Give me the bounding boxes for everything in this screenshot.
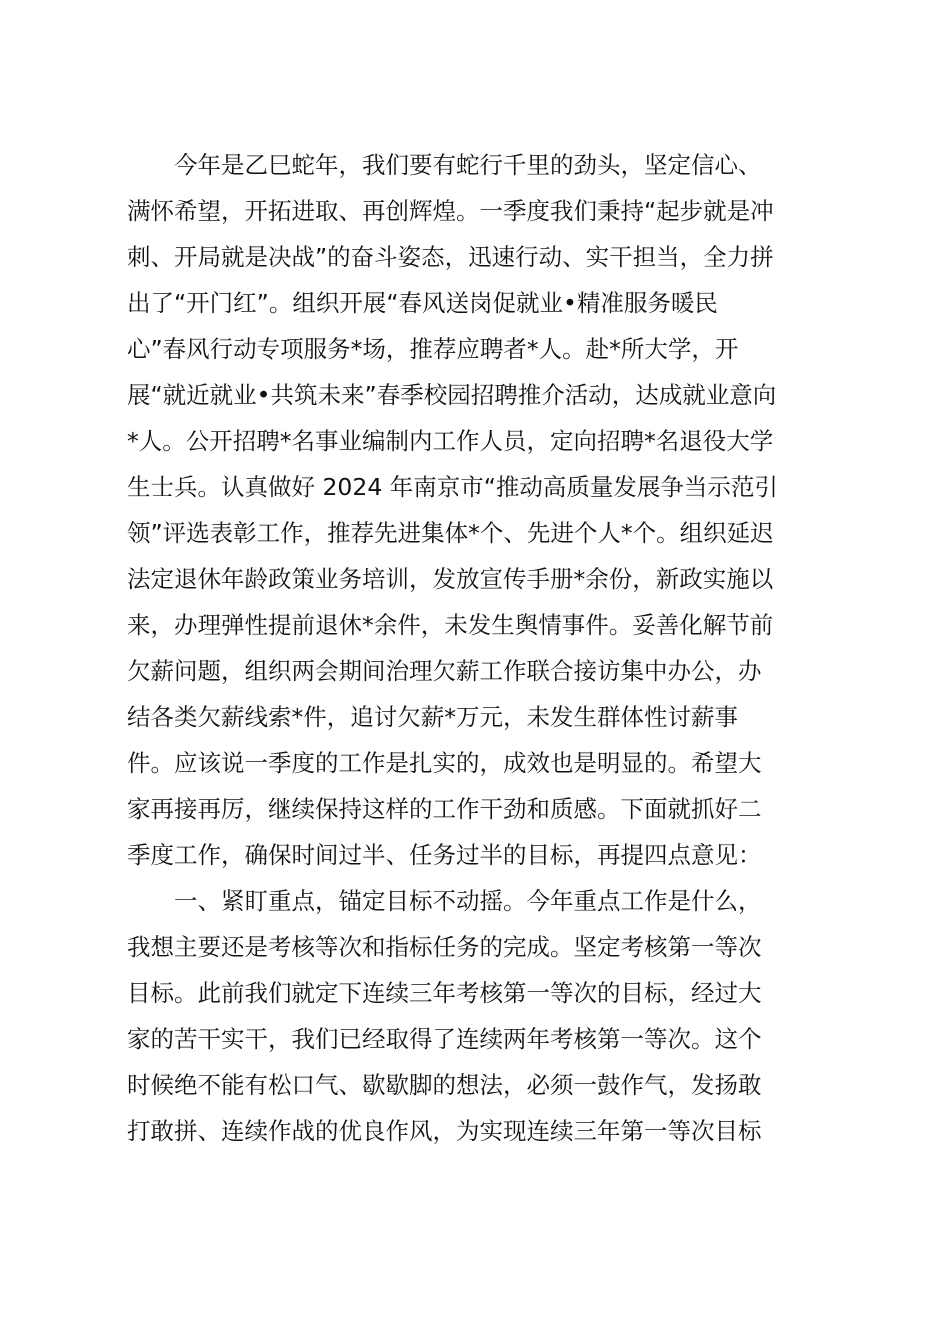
text-line-14: 件。应该说一季度的工作是扎实的，成效也是明显的。希望大 <box>127 749 762 777</box>
text-line-5: 心”春风行动专项服务*场，推荐应聘者*人。赴*所大学，开 <box>127 335 739 363</box>
text-line-6: 展“就近就业•共筑未来”春季校园招聘推介活动，达成就业意向 <box>127 381 777 409</box>
text-line-12: 欠薪问题，组织两会期间治理欠薪工作联合接访集中办公，办 <box>127 657 762 685</box>
text-line-13: 结各类欠薪线索*件，追讨欠薪*万元，未发生群体性讨薪事 <box>127 703 738 731</box>
text-line-2: 满怀希望，开拓进取、再创辉煌。一季度我们秉持“起步就是冲 <box>127 197 774 225</box>
text-line-15: 家再接再厉，继续保持这样的工作干劲和质感。下面就抓好二 <box>127 795 762 823</box>
text-line-3: 刺、开局就是决战”的奋斗姿态，迅速行动、实干担当，全力拼 <box>127 243 774 271</box>
text-line-8: 生士兵。认真做好 2024 年南京市“推动高质量发展争当示范引 <box>127 473 778 501</box>
text-line-10: 法定退休年龄政策业务培训，发放宣传手册*余份，新政实施以 <box>127 565 774 593</box>
text-line-19: 目标。此前我们就定下连续三年考核第一等次的目标，经过大 <box>127 979 762 1007</box>
text-line-22: 打敢拼、连续作战的优良作风，为实现连续三年第一等次目标 <box>127 1117 762 1145</box>
text-line-9: 领”评选表彰工作，推荐先进集体*个、先进个人*个。组织延迟 <box>127 519 774 547</box>
text-line-21: 时候绝不能有松口气、歇歇脚的想法，必须一鼓作气，发扬敢 <box>127 1071 762 1099</box>
text-line-16: 季度工作，确保时间过半、任务过半的目标，再提四点意见： <box>127 841 762 869</box>
text-line-7: *人。公开招聘*名事业编制内工作人员，定向招聘*名退役大学 <box>127 427 774 455</box>
text-line-20: 家的苦干实干，我们已经取得了连续两年考核第一等次。这个 <box>127 1025 762 1053</box>
text-line-11: 来，办理弹性提前退休*余件，未发生舆情事件。妥善化解节前 <box>127 611 774 639</box>
text-line-18: 我想主要还是考核等次和指标任务的完成。坚定考核第一等次 <box>127 933 762 961</box>
text-line-4: 出了“开门红”。组织开展“春风送岗促就业•精准服务暖民 <box>127 289 718 317</box>
text-line-17: 一、紧盯重点，锚定目标不动摇。今年重点工作是什么， <box>127 887 762 915</box>
text-line-1: 今年是乙巳蛇年，我们要有蛇行千里的劲头，坚定信心、 <box>127 151 762 179</box>
